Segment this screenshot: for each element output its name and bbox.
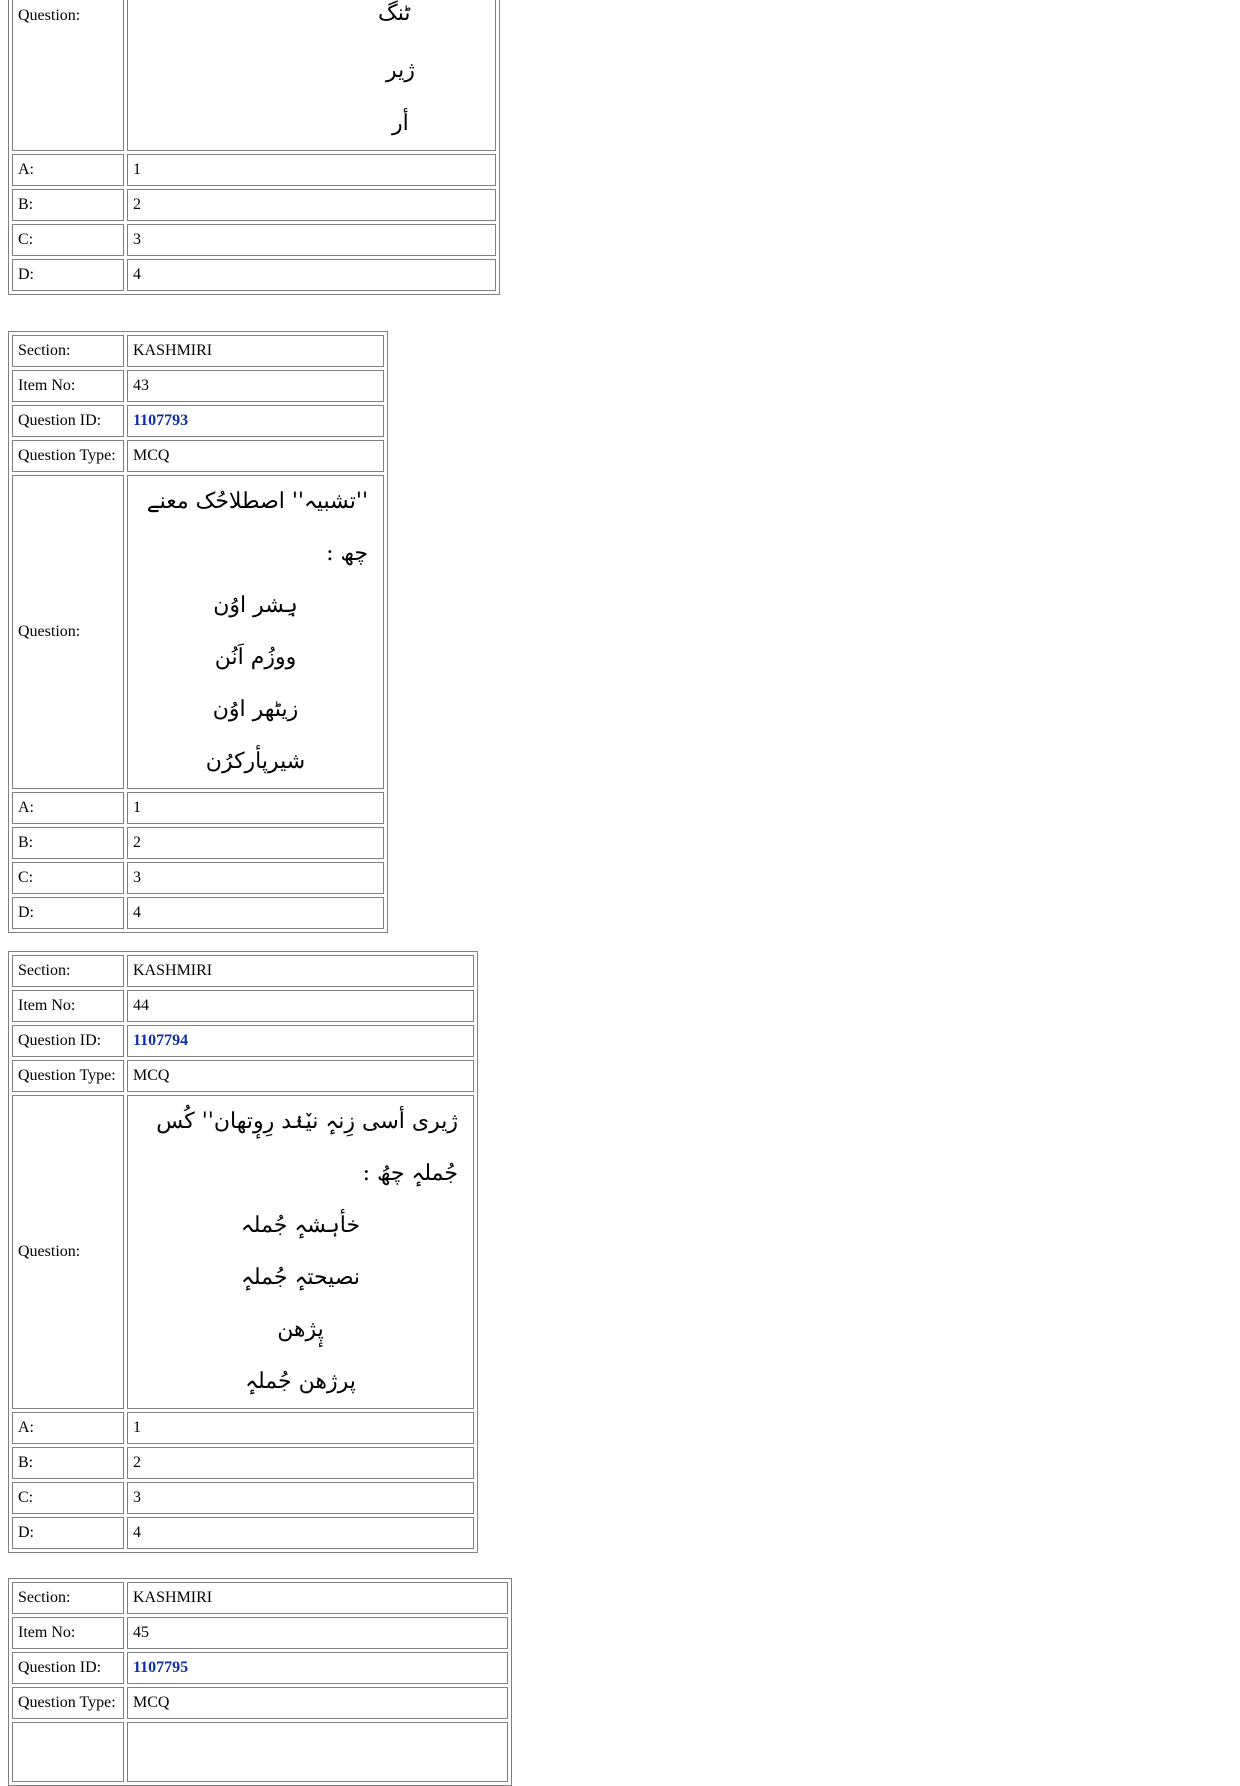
option-b-label: B: [12, 189, 124, 221]
option-c-label: C: [12, 224, 124, 256]
question-line: ہِشر اوُن [213, 593, 298, 618]
question-line: نصیحتہٕ جُملہٕ [240, 1265, 361, 1290]
option-c-value: 3 [127, 224, 496, 256]
question-line: پرژھن جُملہٕ [245, 1369, 356, 1394]
question-id-value: 1107794 [127, 1025, 474, 1057]
option-a-value: 1 [127, 154, 496, 186]
question-line: ووزُم اَنُن [214, 645, 297, 670]
item-no-value: 45 [127, 1617, 508, 1649]
option-a-value: 1 [127, 792, 384, 824]
option-c-label: C: [12, 862, 124, 894]
question-type-value: MCQ [127, 440, 384, 472]
item-no-value: 43 [127, 370, 384, 402]
question-id-value: 1107793 [127, 405, 384, 437]
question-type-label: Question Type: [12, 440, 124, 472]
question-table-43 [8, 331, 388, 933]
option-c-value: 3 [127, 1482, 474, 1514]
option-d-value: 4 [127, 1517, 474, 1549]
question-label: Question: [12, 0, 124, 151]
question-line: خأہشہٕ جُملہ [240, 1213, 361, 1238]
question-type-value: MCQ [127, 1687, 508, 1719]
option-a-label: A: [12, 792, 124, 824]
option-b-value: 2 [127, 1447, 474, 1479]
option-a-label: A: [12, 154, 124, 186]
section-value: KASHMIRI [127, 1582, 508, 1614]
question-label: Question: [12, 1095, 124, 1409]
item-no-label: Item No: [12, 990, 124, 1022]
question-content [127, 1095, 474, 1409]
option-b-value: 2 [127, 827, 384, 859]
option-d-value: 4 [127, 259, 496, 291]
option-d-label: D: [12, 259, 124, 291]
section-label: Section: [12, 955, 124, 987]
section-label: Section: [12, 335, 124, 367]
section-value: KASHMIRI [127, 955, 474, 987]
question-label: Question: [12, 475, 124, 789]
question-content [127, 475, 384, 789]
item-no-value: 44 [127, 990, 474, 1022]
question-line: پٕژھن [277, 1317, 324, 1342]
question-stem: ''تشبیہ'' اصطلاحُک معنے چھ : [146, 489, 368, 566]
question-content [127, 0, 496, 151]
question-table-44 [8, 951, 478, 1553]
option-c-value: 3 [127, 862, 384, 894]
question-type-label: Question Type: [12, 1687, 124, 1719]
question-label-cut [12, 1722, 124, 1782]
question-line: زیٹھر اوُن [212, 697, 299, 722]
question-id-value: 1107795 [127, 1652, 508, 1684]
question-table-partial [8, 0, 500, 295]
option-b-label: B: [12, 1447, 124, 1479]
option-a-value: 1 [127, 1412, 474, 1444]
item-no-label: Item No: [12, 1617, 124, 1649]
question-id-label: Question ID: [12, 405, 124, 437]
option-d-value: 4 [127, 897, 384, 929]
question-line: أر [392, 111, 409, 136]
question-stem: ژیری أسی زِنہٕ نیٚنٛد رِوٕتھان'' کُس جُملہٕ چھُ : [156, 1109, 458, 1186]
question-line: ٹنگ [378, 1, 411, 26]
question-type-value: MCQ [127, 1060, 474, 1092]
question-type-label: Question Type: [12, 1060, 124, 1092]
question-line: ژیر [386, 58, 415, 83]
option-b-value: 2 [127, 189, 496, 221]
section-label: Section: [12, 1582, 124, 1614]
option-c-label: C: [12, 1482, 124, 1514]
question-content-cut [127, 1722, 508, 1782]
question-id-label: Question ID: [12, 1652, 124, 1684]
section-value: KASHMIRI [127, 335, 384, 367]
option-a-label: A: [12, 1412, 124, 1444]
question-line: شیرپأرکرُن [205, 749, 306, 774]
item-no-label: Item No: [12, 370, 124, 402]
question-id-label: Question ID: [12, 1025, 124, 1057]
option-b-label: B: [12, 827, 124, 859]
option-d-label: D: [12, 897, 124, 929]
option-d-label: D: [12, 1517, 124, 1549]
